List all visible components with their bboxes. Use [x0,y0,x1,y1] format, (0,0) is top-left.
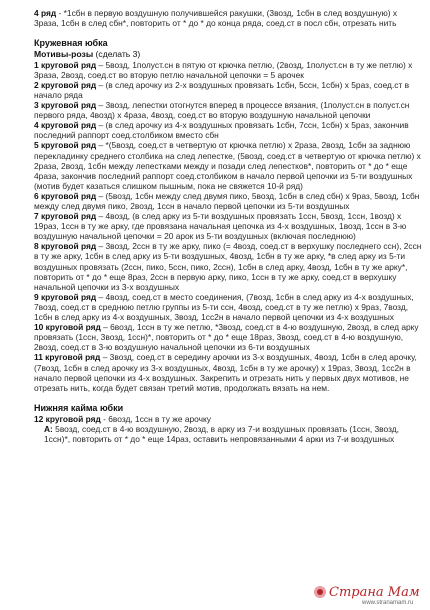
row-4-paragraph [34,8,422,28]
row-11-paragraph [34,352,422,392]
motif-note: (сделать 3) [93,49,141,60]
row-10-paragraph [34,322,422,352]
row-text: - *1сбн в первую воздушную получившейся ракушки, (3возд, 1сбн в след воздушную) х 3раза, 1сбн в след сбн*, повторить от * до * до конца ряда, соед.ст в посл сбн, отрезать нить [34,8,398,29]
row-text: – *(5возд, соед.ст в четвертую от крючка петлю) х 2раза, 2возд, 1сбн за заднюю перекладинку среднего столбика на след лепестке, (5возд, соед.ст в четвертую от крючка петлю) х 2раза, 2возд, 1сбн между лепестками между и позади след лепестков*, повторить от * до * еще 4раза, закончив последний раппорт соед.столбиком в начало первой цепочки из 5-ти воздушных (мотив будет казаться слишком пышным, пока не свяжется 10-й ряд) [34,140,421,191]
row-8-paragraph [34,241,422,291]
row-5-paragraph [34,140,422,190]
row-label: 5 круговой ряд [34,140,97,151]
row-text: – 6возд, 1ссн в ту же петлю, *3возд, соед.ст в 4-ю воздушную, 2возд, в след арку провязать (1ссн, 3возд, 1ссн)*, повторить от * до * еще 18раз, 3возд, соед.ст в 4-ю воздушную, 2возд, соед.ст в 3-ю воздушную начальной цепочки из 6-ти воздушных [34,322,419,353]
logo-icon [314,586,326,598]
row-4-paragraph [34,120,422,140]
row-label: 9 круговой ряд [34,291,97,302]
row-text: – 5возд, 1полуст.сн в пятую от крючка петлю, (2возд, 1полуст.сн в ту же петлю) х 3раза, 2возд, соед.ст во вторую петлю начальной цепочки = 5 арочек [34,59,413,80]
row-label: 7 круговой ряд [34,211,97,222]
motif-title [34,49,422,60]
section-title-lace-skirt: Кружевная юбка [34,38,108,49]
row-label: 6 круговой ряд [34,190,97,201]
row-label: 4 ряд [34,8,57,18]
row-label: 11 круговой ряд [34,352,101,363]
row-text: – 3возд, 2ссн в ту же арку, пико (= 4возд, соед.ст в верхушку последнего ссн), 2ссн в ту же арку, 1сбн в след арку из 5-ти воздушных, 4возд, 1сбн в ту же арку, *в след арку из 5-ти воздушных провязать (2ссн, пико, 5ссн, пико, 2ссн), 1сбн в след арку, 4возд, 1сбн в ту же арку*, повторить от * до * еще 8раз, 2ссн в первую арку, пико, 1ссн в ту же арку, соед.ст в верхушку начальной цепочки из 3-х воздушных [34,241,422,292]
section-title-hem: Нижняя кайма юбки [34,402,124,413]
row-text: - 6возд, 1ссн в ту же арочку [100,413,211,424]
row-label: 3 круговой ряд [34,100,97,111]
row-9-paragraph [34,292,422,322]
row-1-paragraph [34,60,422,80]
motif-title-label: Мотивы-розы [34,49,94,60]
row-text: – 4возд, соед.ст в место соединения, (7возд, 1сбн в след арку из 4-х воздушных, 7возд, соед.ст в среднюю петлю группы из 5-ти ссн, 4возд, соед.ст в ту же петлю) х 9раз, 7возд, 1сбн в след арку из 4-х воздушных, 3возд, 1сс2н в начало первой цепочки из 4-х воздушных [34,291,414,323]
row-text: – 4возд, (в след арку из 5-ти воздушных провязать 1ссн, 5возд, 1ссн, 1возд) х 19раз, 1ссн в ту же арку, где провязана начальная цепочка из 4-х воздушных, 1возд, 1ссн в 3-ю воздушную начальной цепочки = 20 арок из 5-ти воздушных (включая последнюю) [34,211,407,242]
row-text: – 3возд, соед.ст в середину арочки из 3-х воздушных, 4возд, 1сбн в след арочку, (7возд, 1сбн в след арочку из 3-х воздушных, 4возд, 1сбн в ту же арочку) х 19раз, 3возд, 1сс2н в начало первой цепочки из 4-х воздушных. Закрепить и отрезать нить у первых двух мотивов, не отрезать нить, когда будет связан третий мотив, продолжать вязать на нем. [34,352,417,393]
watermark-brand: Страна Мам [329,585,420,600]
row-12a-paragraph [34,424,422,444]
row-text: – (в след арочку из 4-х воздушных провязать 1сбн, 7ссн, 1сбн) х 5раз, закончив последний раппорт соед.столбиком вместо сбн [34,120,409,141]
row-text: – (в след арочку из 2-х воздушных провязать 1сбн, 5ссн, 1сбн) х 5раз, соед.ст в начало ряда [34,79,410,100]
row-12-paragraph [34,414,422,424]
row-text: – (5возд, 1сбн между след двумя пико, 5возд, 1сбн в след сбн) х 9раз, 5возд, 1сбн между след двумя пико, 2возд, 1ссн в начало первой цепочки из 5-ти воздушных [34,190,420,211]
row-label: 12 круговой ряд [34,413,101,424]
rows-list [34,60,422,393]
watermark-url: www.stranamam.ru [362,600,414,606]
row-3-paragraph [34,100,422,120]
row-label: А: [44,423,53,434]
row-label: 10 круговой ряд [34,322,101,333]
row-label: 8 круговой ряд [34,241,97,252]
row-7-paragraph [34,211,422,241]
row-6-paragraph [34,191,422,211]
row-label: 4 круговой ряд [34,120,97,131]
row-label: 2 круговой ряд [34,79,97,90]
stranamam-watermark [312,582,424,606]
row-text: 5возд, соед.ст в 4-ю воздушную, 2возд, в арку из 7-и воздушных провязать (1ссн, 3возд, 1ссн)*, повторить от * до * еще 14раз, оставить непровязанными 4 арки из 7-и воздушных [44,423,399,444]
row-text: – 3возд, лепестки отогнутся вперед в процессе вязания, (1полуст.сн в полуст.сн первого ряда, 4возд) х 4раза, 4возд, соед.ст во вторую воздушную начальной цепочки [34,100,410,121]
row-2-paragraph [34,80,422,100]
row-label: 1 круговой ряд [34,59,97,70]
